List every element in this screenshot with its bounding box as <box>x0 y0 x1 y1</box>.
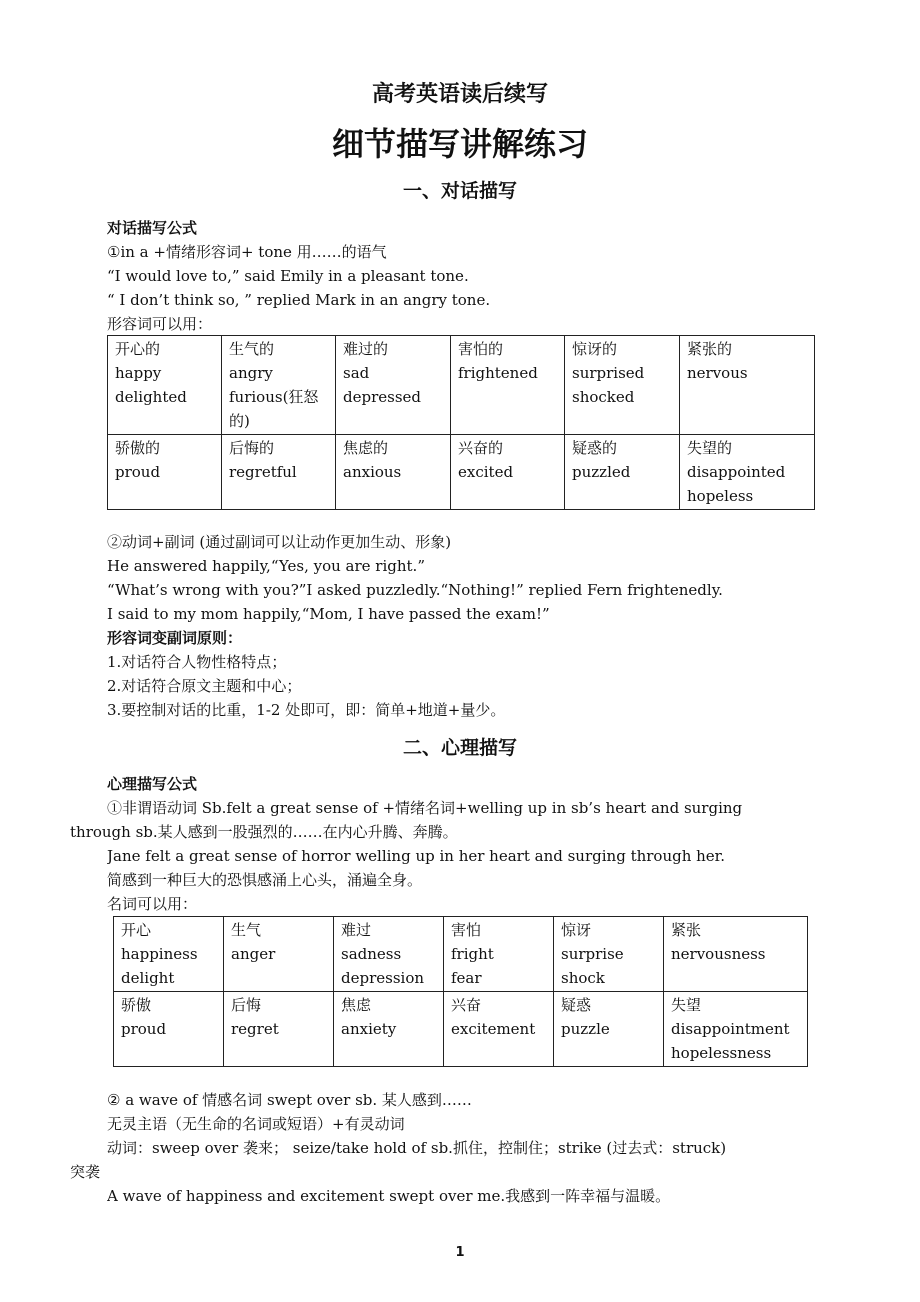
table-cell: 生气的 angry furious(狂怒的) <box>222 336 336 435</box>
table-cell: 焦虑的 anxious <box>336 435 451 510</box>
table-cell: 害怕的 frightened <box>451 336 565 435</box>
table-cell: 失望的 disappointed hopeless <box>680 435 815 510</box>
table-cell: 后悔 regret <box>224 992 334 1067</box>
text-line: Jane felt a great sense of horror welling up in her heart and surging through her. <box>107 847 725 865</box>
document-title: 高考英语读后续写 <box>371 82 548 107</box>
psychology-example <box>107 844 897 916</box>
text-line: “What’s wrong with you?”I asked puzzledly.“Nothing!” replied Fern frightenedly. <box>107 581 723 599</box>
verb-adverb-block <box>107 530 897 722</box>
wave-formula-block <box>107 1088 897 1136</box>
text-line: through sb.某人感到一股强烈的……在内心升腾、奔腾。 <box>70 823 458 841</box>
table-cell: 焦虑 anxiety <box>334 992 444 1067</box>
rule-item: 1.对话符合人物性格特点； <box>107 653 287 671</box>
text-line: ①非谓语动词 Sb.felt a great sense of +情绪名词+welling up in sb’s heart and surging <box>107 799 743 817</box>
table-cell: 兴奋 excitement <box>444 992 554 1067</box>
final-example <box>107 1184 897 1208</box>
text-line: “ I don’t think so, ” replied Mark in an angry tone. <box>107 291 491 309</box>
dialogue-intro <box>107 216 897 336</box>
text-line: 突袭 <box>70 1163 101 1181</box>
table-cell: 紧张 nervousness <box>664 917 808 992</box>
rule-item: 3.要控制对话的比重，1-2 处即可，即：简单+地道+量少。 <box>107 701 506 719</box>
text-line: 简感到一种巨大的恐惧感涌上心头，涌遍全身。 <box>107 871 423 889</box>
table-cell: 生气 anger <box>224 917 334 992</box>
table-cell: 兴奋的 excited <box>451 435 565 510</box>
table-cell: 惊讶的 surprised shocked <box>565 336 680 435</box>
table-cell: 开心的 happy delighted <box>108 336 222 435</box>
text-line: 动词：sweep over 袭来； seize/take hold of sb.抓住，控制住；strike (过去式：struck) <box>107 1139 727 1157</box>
text-line: 无灵主语（无生命的名词或短语）+有灵动词 <box>107 1115 405 1133</box>
text-line: He answered happily,“Yes, you are right.” <box>107 557 425 575</box>
table-cell: 骄傲 proud <box>114 992 224 1067</box>
table-cell: 惊讶 surprise shock <box>554 917 664 992</box>
table-cell: 紧张的 nervous <box>680 336 815 435</box>
page-number: 1 <box>455 1245 465 1260</box>
document-subtitle: 细节描写讲解练习 <box>331 125 588 163</box>
table-cell: 难过 sadness depression <box>334 917 444 992</box>
noun-table <box>113 916 808 1067</box>
table-cell: 疑惑的 puzzled <box>565 435 680 510</box>
text-line: ②动词+副词 (通过副词可以让动作更加生动、形象) <box>107 533 452 551</box>
formula-title: 心理描写公式 <box>107 775 198 793</box>
table-cell: 骄傲的 proud <box>108 435 222 510</box>
text-line: ② a wave of 情感名词 swept over sb. 某人感到…… <box>107 1091 472 1109</box>
text-line: “I would love to,” said Emily in a pleasant tone. <box>107 267 469 285</box>
rule-item: 2.对话符合原文主题和中心； <box>107 677 302 695</box>
formula-title: 对话描写公式 <box>107 219 198 237</box>
table-cell: 开心 happiness delight <box>114 917 224 992</box>
table-cell: 后悔的 regretful <box>222 435 336 510</box>
table-cell: 难过的 sad depressed <box>336 336 451 435</box>
rule-title: 形容词变副词原则： <box>107 629 243 647</box>
table-cell: 害怕 fright fear <box>444 917 554 992</box>
text-line: A wave of happiness and excitement swept over me.我感到一阵幸福与温暖。 <box>107 1187 671 1205</box>
adjective-table <box>107 335 815 510</box>
section-heading-dialogue: 一、对话描写 <box>402 180 517 202</box>
text-line: ①in a +情绪形容词+ tone 用……的语气 <box>107 243 387 261</box>
table-cell: 失望 disappointment hopelessness <box>664 992 808 1067</box>
text-line: 名词可以用： <box>107 895 198 913</box>
text-line: I said to my mom happily,“Mom, I have passed the exam!” <box>107 605 550 623</box>
text-line: 形容词可以用： <box>107 315 213 333</box>
section-heading-psychology: 二、心理描写 <box>402 737 517 759</box>
psychology-formula-title-block <box>107 772 897 796</box>
verb-paragraph <box>70 1136 895 1184</box>
table-cell: 疑惑 puzzle <box>554 992 664 1067</box>
psychology-formula-paragraph <box>70 796 895 844</box>
